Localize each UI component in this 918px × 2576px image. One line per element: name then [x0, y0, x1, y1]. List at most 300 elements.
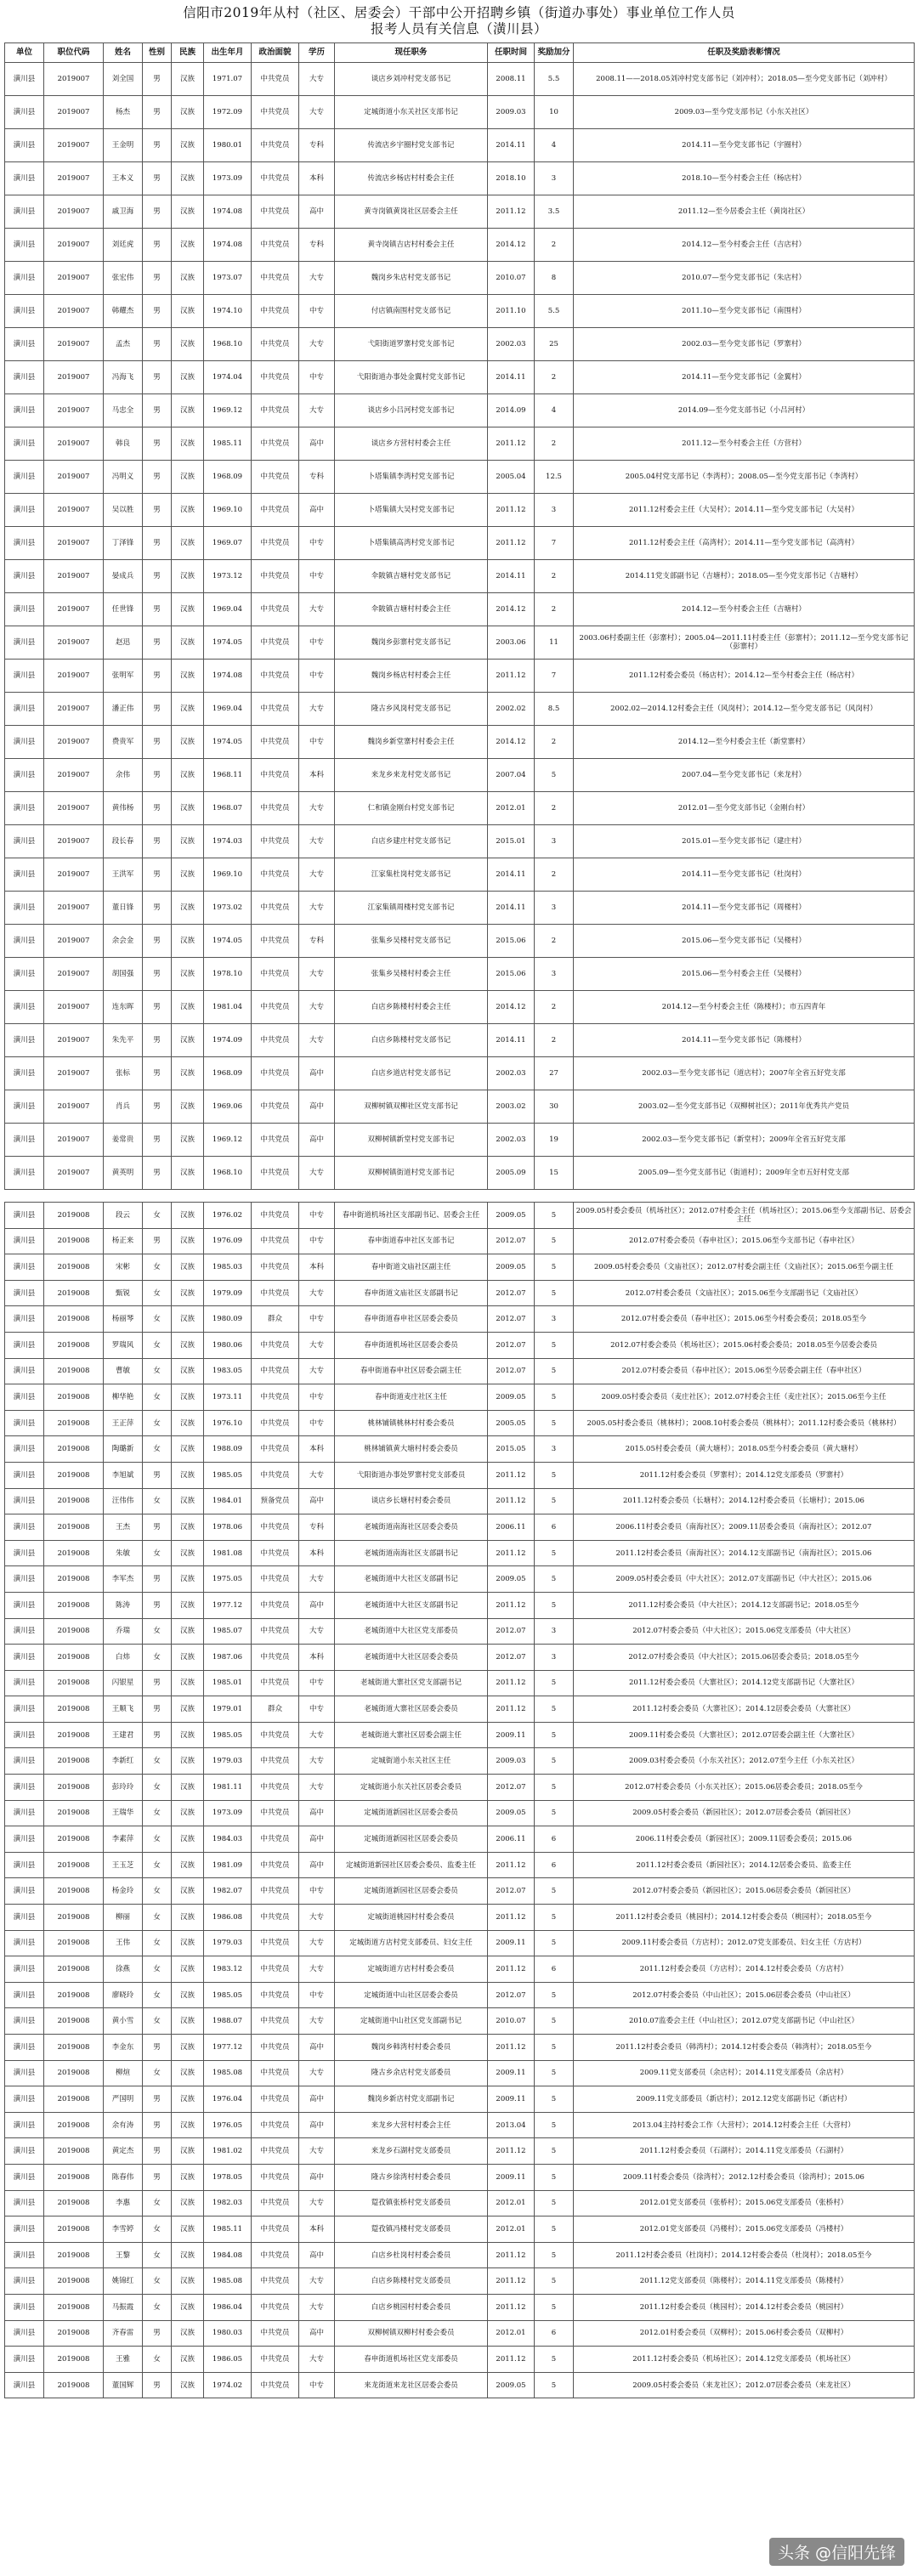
table-row — [5, 1905, 915, 1931]
table-row — [5, 1410, 915, 1436]
cell-current-post: 张集乡吴楼村村委会主任 — [335, 958, 488, 991]
cell-name: 王伟 — [104, 1930, 143, 1956]
cell-current-post: 春申街道春申社区支部书记 — [335, 1228, 488, 1254]
cell-position-code: 2019008 — [44, 2086, 104, 2113]
cell-gender: 女 — [143, 1748, 172, 1775]
cell-unit: 潢川县 — [5, 1775, 44, 1801]
cell-unit: 潢川县 — [5, 1514, 44, 1541]
cell-appointment-date: 2012.01 — [488, 792, 535, 825]
cell-gender: 男 — [143, 195, 172, 229]
cell-education: 大专 — [299, 693, 335, 726]
cell-unit: 潢川县 — [5, 1540, 44, 1566]
cell-bonus-points: 2 — [535, 593, 574, 626]
cell-current-post: 老城街道大寨社区党支部副书记 — [335, 1670, 488, 1696]
cell-name: 赵迅 — [104, 626, 143, 660]
cell-birth-date: 1975.05 — [204, 1566, 252, 1593]
cell-current-post: 谈店乡长塘村村委会委员 — [335, 1488, 488, 1514]
cell-political-status: 中共党员 — [252, 925, 299, 958]
cell-position-code: 2019008 — [44, 1645, 104, 1671]
cell-bonus-points: 12.5 — [535, 461, 574, 494]
cell-name: 王黎 — [104, 2242, 143, 2268]
cell-education: 大专 — [299, 1722, 335, 1748]
cell-position-code: 2019007 — [44, 1157, 104, 1190]
cell-education: 专科 — [299, 229, 335, 262]
cell-ethnicity: 汉族 — [172, 1203, 204, 1229]
cell-unit: 潢川县 — [5, 96, 44, 129]
cell-appointment-date: 2014.11 — [488, 129, 535, 162]
page-title — [0, 0, 918, 37]
cell-political-status: 中共党员 — [252, 2190, 299, 2216]
cell-service-history: 2006.11村委会委员（新园社区）；2009.11居委会委员；2015.06 — [574, 1826, 915, 1853]
cell-bonus-points: 4 — [535, 129, 574, 162]
cell-unit: 潢川县 — [5, 162, 44, 195]
cell-name: 朱先平 — [104, 1024, 143, 1057]
cell-unit: 潢川县 — [5, 2190, 44, 2216]
cell-gender: 男 — [143, 527, 172, 560]
cell-position-code: 2019007 — [44, 593, 104, 626]
cell-service-history: 2012.07村委会委员（文庙社区）；2015.06至今支部副书记（文庙社区） — [574, 1280, 915, 1306]
cell-education: 大专 — [299, 262, 335, 295]
cell-name: 齐春雷 — [104, 2320, 143, 2347]
cell-bonus-points: 5 — [535, 1254, 574, 1281]
cell-gender: 男 — [143, 1024, 172, 1057]
table-row — [5, 129, 915, 162]
cell-name: 李惠 — [104, 2190, 143, 2216]
cell-position-code: 2019007 — [44, 129, 104, 162]
table-row — [5, 1280, 915, 1306]
cell-position-code: 2019007 — [44, 626, 104, 660]
cell-education: 高中 — [299, 2242, 335, 2268]
cell-appointment-date: 2012.07 — [488, 1332, 535, 1358]
cell-gender: 女 — [143, 1930, 172, 1956]
cell-political-status: 中共党员 — [252, 1090, 299, 1124]
cell-appointment-date: 2009.11 — [488, 2060, 535, 2086]
cell-bonus-points: 5 — [535, 2347, 574, 2373]
table-header-row — [5, 43, 915, 63]
cell-gender: 男 — [143, 361, 172, 394]
cell-current-post: 来龙乡来龙村党支部书记 — [335, 759, 488, 792]
cell-political-status: 中共党员 — [252, 1930, 299, 1956]
cell-birth-date: 1976.09 — [204, 1228, 252, 1254]
cell-birth-date: 1985.07 — [204, 1618, 252, 1645]
cell-service-history: 2011.12村委会委员（罗寨村）；2014.12党支部委员（罗寨村） — [574, 1462, 915, 1488]
cell-name: 李军杰 — [104, 1566, 143, 1593]
cell-political-status: 中共党员 — [252, 328, 299, 361]
cell-name: 杨杰 — [104, 96, 143, 129]
cell-bonus-points: 5 — [535, 1905, 574, 1931]
cell-education: 大专 — [299, 1280, 335, 1306]
table-row — [5, 295, 915, 328]
cell-service-history: 2014.11—至今党支部书记（杜岗村） — [574, 858, 915, 892]
cell-appointment-date: 2012.07 — [488, 1228, 535, 1254]
cell-service-history: 2011.12村委会委员（新园社区）；2014.12居委会委员、监委主任 — [574, 1852, 915, 1878]
cell-name: 冯海飞 — [104, 361, 143, 394]
cell-service-history: 2012.07村委会委员（春申社区）；2015.06至今村委会委员；2018.05至今 — [574, 1306, 915, 1333]
cell-education: 专科 — [299, 461, 335, 494]
cell-service-history: 2014.11—至今党支部书记（宇圈村） — [574, 129, 915, 162]
cell-political-status: 中共党员 — [252, 858, 299, 892]
cell-current-post: 白店乡杜岗村村委会委员 — [335, 2242, 488, 2268]
cell-political-status: 中共党员 — [252, 295, 299, 328]
cell-service-history: 2009.11村委会委员（大寨社区）；2012.07居委会副主任（大寨社区） — [574, 1722, 915, 1748]
cell-name: 晏成兵 — [104, 560, 143, 593]
cell-unit: 潢川县 — [5, 2242, 44, 2268]
cell-bonus-points: 2 — [535, 991, 574, 1024]
cell-position-code: 2019007 — [44, 892, 104, 925]
cell-bonus-points: 2 — [535, 1024, 574, 1057]
cell-name: 柳煊 — [104, 2060, 143, 2086]
cell-appointment-date: 2014.11 — [488, 560, 535, 593]
cell-position-code: 2019007 — [44, 162, 104, 195]
cell-unit: 潢川县 — [5, 1090, 44, 1124]
cell-ethnicity: 汉族 — [172, 1618, 204, 1645]
cell-education: 高中 — [299, 494, 335, 527]
cell-appointment-date: 2006.11 — [488, 1514, 535, 1541]
cell-unit: 潢川县 — [5, 1384, 44, 1411]
cell-birth-date: 1985.05 — [204, 1722, 252, 1748]
cell-political-status: 中共党员 — [252, 792, 299, 825]
cell-gender: 女 — [143, 1436, 172, 1463]
cell-ethnicity: 汉族 — [172, 792, 204, 825]
cell-name: 彭玲玲 — [104, 1775, 143, 1801]
table-row — [5, 2190, 915, 2216]
cell-name: 肖兵 — [104, 1090, 143, 1124]
cell-position-code: 2019007 — [44, 925, 104, 958]
cell-birth-date: 1971.07 — [204, 63, 252, 96]
cell-service-history: 2012.01党支部委员（冯楼村）；2015.06党支部委员（冯楼村） — [574, 2216, 915, 2243]
cell-unit: 潢川县 — [5, 328, 44, 361]
cell-appointment-date: 2009.03 — [488, 96, 535, 129]
cell-gender: 女 — [143, 1956, 172, 1983]
cell-education: 大专 — [299, 991, 335, 1024]
cell-ethnicity: 汉族 — [172, 129, 204, 162]
cell-political-status: 中共党员 — [252, 262, 299, 295]
cell-birth-date: 1985.01 — [204, 1670, 252, 1696]
cell-gender: 男 — [143, 726, 172, 759]
cell-appointment-date: 2009.11 — [488, 1930, 535, 1956]
cell-current-post: 白店乡陈楼村党支部书记 — [335, 1024, 488, 1057]
cell-birth-date: 1984.03 — [204, 1826, 252, 1853]
table-row — [5, 1670, 915, 1696]
cell-bonus-points: 5 — [535, 1280, 574, 1306]
cell-current-post: 定城街道桃园村村委会委员 — [335, 1905, 488, 1931]
cell-education: 中专 — [299, 1878, 335, 1905]
cell-name: 杨丽琴 — [104, 1306, 143, 1333]
cell-ethnicity: 汉族 — [172, 693, 204, 726]
cell-bonus-points: 3 — [535, 1436, 574, 1463]
cell-birth-date: 1976.05 — [204, 2112, 252, 2138]
header-name: 姓名 — [104, 43, 143, 63]
cell-current-post: 春申街道麦庄社区主任 — [335, 1384, 488, 1411]
cell-appointment-date: 2011.12 — [488, 1540, 535, 1566]
cell-position-code: 2019007 — [44, 1024, 104, 1057]
cell-appointment-date: 2009.11 — [488, 1722, 535, 1748]
cell-bonus-points: 5 — [535, 1775, 574, 1801]
cell-service-history: 2012.07村委会委员（春申社区）；2015.06至今居委会副主任（春申社区） — [574, 1358, 915, 1384]
cell-position-code: 2019008 — [44, 1332, 104, 1358]
cell-service-history: 2003.06村委副主任（彭寨村）；2005.04—2011.11村委主任（彭寨村）；2011.12—至今党支部书记（彭寨村） — [574, 626, 915, 660]
table-row — [5, 2035, 915, 2061]
cell-unit: 潢川县 — [5, 1410, 44, 1436]
cell-current-post: 弋阳街道罗寨村党支部书记 — [335, 328, 488, 361]
cell-ethnicity: 汉族 — [172, 1024, 204, 1057]
cell-birth-date: 1978.05 — [204, 2164, 252, 2190]
cell-appointment-date: 2015.06 — [488, 958, 535, 991]
table-row — [5, 1488, 915, 1514]
cell-education: 中专 — [299, 361, 335, 394]
table-row — [5, 1203, 915, 1229]
cell-unit: 潢川县 — [5, 1852, 44, 1878]
cell-position-code: 2019008 — [44, 2268, 104, 2295]
cell-gender: 男 — [143, 958, 172, 991]
cell-unit: 潢川县 — [5, 1228, 44, 1254]
cell-service-history: 2015.06—至今村委会主任（吴楼村） — [574, 958, 915, 991]
cell-name: 刘廷虎 — [104, 229, 143, 262]
cell-appointment-date: 2011.12 — [488, 1488, 535, 1514]
cell-education: 大专 — [299, 1462, 335, 1488]
cell-gender: 女 — [143, 1358, 172, 1384]
cell-service-history: 2012.07村委会委员（小东关社区）；2015.06居委会委员；2018.05至今 — [574, 1775, 915, 1801]
cell-unit: 潢川县 — [5, 825, 44, 858]
cell-political-status: 中共党员 — [252, 1540, 299, 1566]
cell-position-code: 2019008 — [44, 1254, 104, 1281]
cell-ethnicity: 汉族 — [172, 593, 204, 626]
cell-current-post: 老城街道大寨社区居委会副主任 — [335, 1722, 488, 1748]
cell-service-history: 2014.12—至今村委会主任（吉塘村） — [574, 593, 915, 626]
cell-unit: 潢川县 — [5, 1696, 44, 1723]
table-row — [5, 1696, 915, 1723]
cell-education: 中专 — [299, 1228, 335, 1254]
cell-current-post: 黄寺岗镇黄岗社区居委会主任 — [335, 195, 488, 229]
cell-unit: 潢川县 — [5, 1956, 44, 1983]
table-row — [5, 958, 915, 991]
table-row — [5, 96, 915, 129]
cell-education: 高中 — [299, 2086, 335, 2113]
cell-education: 中专 — [299, 1670, 335, 1696]
cell-gender: 女 — [143, 1306, 172, 1333]
cell-political-status: 中共党员 — [252, 1826, 299, 1853]
cell-gender: 男 — [143, 295, 172, 328]
cell-position-code: 2019008 — [44, 2060, 104, 2086]
cell-education: 大专 — [299, 1748, 335, 1775]
cell-gender: 女 — [143, 1332, 172, 1358]
cell-birth-date: 1979.09 — [204, 1280, 252, 1306]
cell-position-code: 2019007 — [44, 693, 104, 726]
cell-bonus-points: 5 — [535, 2190, 574, 2216]
cell-political-status: 中共党员 — [252, 660, 299, 693]
table-row — [5, 1462, 915, 1488]
cell-political-status: 中共党员 — [252, 759, 299, 792]
cell-bonus-points: 6 — [535, 1514, 574, 1541]
cell-birth-date: 1973.09 — [204, 162, 252, 195]
cell-current-post: 白店乡陈楼村党支部委员 — [335, 2268, 488, 2295]
cell-bonus-points: 5 — [535, 1696, 574, 1723]
cell-appointment-date: 2003.02 — [488, 1090, 535, 1124]
cell-unit: 潢川县 — [5, 1280, 44, 1306]
cell-name: 白炜 — [104, 1645, 143, 1671]
cell-political-status: 中共党员 — [252, 2320, 299, 2347]
cell-education: 大专 — [299, 96, 335, 129]
cell-ethnicity: 汉族 — [172, 1826, 204, 1853]
cell-name: 甄锐 — [104, 1280, 143, 1306]
cell-birth-date: 1974.04 — [204, 361, 252, 394]
cell-position-code: 2019008 — [44, 2320, 104, 2347]
cell-political-status: 中共党员 — [252, 2086, 299, 2113]
cell-service-history: 2012.07村委会委员（春申社区）；2015.06至今支部书记（春申社区） — [574, 1228, 915, 1254]
cell-service-history: 2009.03—至今党支部书记（小东关社区） — [574, 96, 915, 129]
cell-current-post: 弋阳街道办事处金翼村党支部书记 — [335, 361, 488, 394]
cell-ethnicity: 汉族 — [172, 2190, 204, 2216]
table-row — [5, 2060, 915, 2086]
cell-current-post: 双柳树镇双柳社区党支部书记 — [335, 1090, 488, 1124]
cell-unit: 潢川县 — [5, 1800, 44, 1826]
cell-name: 余有涛 — [104, 2112, 143, 2138]
cell-appointment-date: 2011.12 — [488, 1592, 535, 1618]
cell-education: 本科 — [299, 1436, 335, 1463]
cell-gender: 男 — [143, 1462, 172, 1488]
cell-bonus-points: 3 — [535, 958, 574, 991]
cell-unit: 潢川县 — [5, 129, 44, 162]
cell-appointment-date: 2005.05 — [488, 1410, 535, 1436]
cell-education: 大专 — [299, 1930, 335, 1956]
cell-ethnicity: 汉族 — [172, 2242, 204, 2268]
cell-position-code: 2019007 — [44, 361, 104, 394]
cell-political-status: 中共党员 — [252, 1852, 299, 1878]
cell-birth-date: 1981.08 — [204, 1540, 252, 1566]
cell-ethnicity: 汉族 — [172, 991, 204, 1024]
table-row — [5, 394, 915, 427]
cell-appointment-date: 2011.12 — [488, 195, 535, 229]
cell-political-status: 中共党员 — [252, 2372, 299, 2398]
cell-ethnicity: 汉族 — [172, 1306, 204, 1333]
cell-name: 余伟 — [104, 759, 143, 792]
cell-appointment-date: 2003.06 — [488, 626, 535, 660]
table-row — [5, 1645, 915, 1671]
cell-birth-date: 1969.04 — [204, 693, 252, 726]
cell-birth-date: 1981.11 — [204, 1775, 252, 1801]
cell-political-status: 中共党员 — [252, 2242, 299, 2268]
cell-position-code: 2019007 — [44, 394, 104, 427]
cell-appointment-date: 2011.12 — [488, 2268, 535, 2295]
cell-gender: 男 — [143, 461, 172, 494]
table-row — [5, 229, 915, 262]
cell-appointment-date: 2011.10 — [488, 295, 535, 328]
cell-service-history: 2011.12—至今居委会主任（黄岗社区） — [574, 195, 915, 229]
cell-unit: 潢川县 — [5, 2294, 44, 2320]
cell-position-code: 2019008 — [44, 1905, 104, 1931]
cell-gender: 男 — [143, 1090, 172, 1124]
cell-name: 姚锦红 — [104, 2268, 143, 2295]
cell-name: 丁泽锋 — [104, 527, 143, 560]
cell-political-status: 中共党员 — [252, 427, 299, 461]
cell-appointment-date: 2013.04 — [488, 2112, 535, 2138]
cell-ethnicity: 汉族 — [172, 892, 204, 925]
cell-bonus-points: 5 — [535, 2060, 574, 2086]
cell-position-code: 2019007 — [44, 494, 104, 527]
cell-political-status: 中共党员 — [252, 1878, 299, 1905]
cell-position-code: 2019007 — [44, 295, 104, 328]
cell-current-post: 定城街道中山社区党支部副书记 — [335, 2008, 488, 2035]
cell-name: 王杰 — [104, 1514, 143, 1541]
cell-position-code: 2019007 — [44, 726, 104, 759]
cell-position-code: 2019007 — [44, 759, 104, 792]
cell-bonus-points: 25 — [535, 328, 574, 361]
cell-education: 本科 — [299, 759, 335, 792]
cell-ethnicity: 汉族 — [172, 1852, 204, 1878]
cell-unit: 潢川县 — [5, 1748, 44, 1775]
cell-service-history: 2011.12村委会主任（大吴村）；2014.11—至今党支部书记（大吴村） — [574, 494, 915, 527]
cell-unit: 潢川县 — [5, 262, 44, 295]
cell-current-post: 魏岗乡彭寨村党支部书记 — [335, 626, 488, 660]
cell-position-code: 2019008 — [44, 2347, 104, 2373]
cell-appointment-date: 2006.11 — [488, 1826, 535, 1853]
cell-bonus-points: 5 — [535, 2372, 574, 2398]
cell-education: 中专 — [299, 1410, 335, 1436]
cell-political-status: 中共党员 — [252, 1157, 299, 1190]
cell-birth-date: 1968.10 — [204, 1157, 252, 1190]
cell-bonus-points: 2 — [535, 560, 574, 593]
cell-position-code: 2019008 — [44, 1722, 104, 1748]
cell-current-post: 卜塔集镇李湾村党支部书记 — [335, 461, 488, 494]
cell-bonus-points: 5 — [535, 1488, 574, 1514]
cell-position-code: 2019008 — [44, 1306, 104, 1333]
cell-service-history: 2009.05村委会委员（新园社区）；2012.07居委会委员（新园社区） — [574, 1800, 915, 1826]
cell-bonus-points: 5 — [535, 1878, 574, 1905]
cell-political-status: 中共党员 — [252, 494, 299, 527]
cell-education: 大专 — [299, 792, 335, 825]
cell-birth-date: 1980.09 — [204, 1306, 252, 1333]
table-row — [5, 1540, 915, 1566]
cell-name: 陶璐新 — [104, 1436, 143, 1463]
cell-gender: 男 — [143, 825, 172, 858]
cell-ethnicity: 汉族 — [172, 1124, 204, 1157]
cell-service-history: 2010.07监委会主任（中山社区）；2012.07党支部副书记（中山社区） — [574, 2008, 915, 2035]
cell-ethnicity: 汉族 — [172, 1436, 204, 1463]
cell-name: 费贵军 — [104, 726, 143, 759]
cell-education: 大专 — [299, 1332, 335, 1358]
cell-education: 大专 — [299, 1775, 335, 1801]
cell-birth-date: 1982.03 — [204, 2190, 252, 2216]
cell-bonus-points: 5 — [535, 1670, 574, 1696]
cell-unit: 潢川县 — [5, 858, 44, 892]
table-row — [5, 1748, 915, 1775]
cell-service-history: 2005.04村党支部书记（李湾村）；2008.05—至今党支部书记（李湾村） — [574, 461, 915, 494]
cell-position-code: 2019008 — [44, 1514, 104, 1541]
cell-current-post: 踅孜镇冯楼村党支部委员 — [335, 2216, 488, 2243]
cell-service-history: 2012.07村委会委员（中大社区）；2015.06党支部委员（中大社区） — [574, 1618, 915, 1645]
header-appointment-date: 任职时间 — [488, 43, 535, 63]
cell-unit: 潢川县 — [5, 792, 44, 825]
cell-birth-date: 1969.10 — [204, 494, 252, 527]
cell-position-code: 2019008 — [44, 1982, 104, 2008]
cell-bonus-points: 5.5 — [535, 63, 574, 96]
header-unit: 单位 — [5, 43, 44, 63]
cell-education: 中专 — [299, 560, 335, 593]
cell-political-status: 中共党员 — [252, 825, 299, 858]
cell-education: 高中 — [299, 1124, 335, 1157]
cell-ethnicity: 汉族 — [172, 825, 204, 858]
cell-name: 段云 — [104, 1203, 143, 1229]
cell-birth-date: 1985.11 — [204, 2216, 252, 2243]
cell-position-code: 2019008 — [44, 2190, 104, 2216]
cell-name: 黄定杰 — [104, 2138, 143, 2165]
cell-name: 闪银星 — [104, 1670, 143, 1696]
cell-position-code: 2019008 — [44, 2164, 104, 2190]
table-row — [5, 2268, 915, 2295]
cell-gender: 女 — [143, 2268, 172, 2295]
cell-political-status: 中共党员 — [252, 693, 299, 726]
cell-birth-date: 1981.02 — [204, 2138, 252, 2165]
